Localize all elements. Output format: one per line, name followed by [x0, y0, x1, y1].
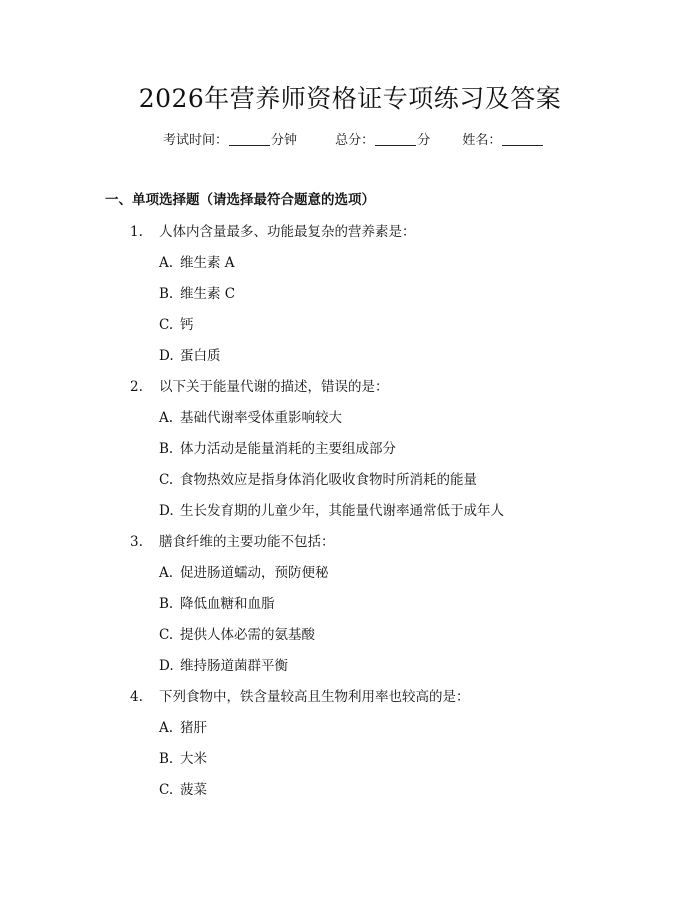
option-text: 食物热效应是指身体消化吸收食物时所消耗的能量: [180, 472, 477, 488]
exam-time-label: 考试时间：: [163, 133, 229, 148]
option-text: 维生素 A: [180, 255, 235, 271]
option-item: [0, 314, 700, 345]
option-text: 生长发育期的儿童少年，其能量代谢率通常低于成年人: [180, 503, 504, 519]
name-field: [462, 131, 543, 151]
option-text: 蛋白质: [180, 348, 221, 364]
section-heading: 一、单项选择题（请选择最符合题意的选项）: [105, 192, 375, 208]
name-label: 姓名：: [462, 133, 502, 148]
option-text: 大米: [180, 751, 207, 767]
option-text: 维持肠道菌群平衡: [180, 658, 288, 674]
option-item: [0, 469, 700, 500]
option-item: [0, 624, 700, 655]
total-score-unit: 分: [417, 133, 431, 148]
option-item: [0, 500, 700, 531]
name-blank: [502, 132, 543, 146]
option-item: [0, 252, 700, 283]
option-item: [0, 717, 700, 748]
option-item: [0, 779, 700, 810]
option-text: 提供人体必需的氨基酸: [180, 627, 315, 643]
total-score-field: [335, 131, 430, 151]
option-letter: B.: [159, 751, 174, 767]
question-text: 膳食纤维的主要功能不包括：: [159, 534, 335, 550]
question-list: [0, 221, 700, 810]
option-text: 降低血糖和血脂: [180, 596, 275, 612]
option-letter: C.: [159, 317, 174, 333]
option-item: [0, 748, 700, 779]
option-letter: D.: [159, 658, 174, 674]
exam-time-field: [163, 131, 297, 151]
option-letter: D.: [159, 503, 174, 519]
option-text: 菠菜: [180, 782, 207, 798]
option-text: 体力活动是能量消耗的主要组成部分: [180, 441, 396, 457]
option-letter: A.: [159, 720, 174, 736]
option-text: 促进肠道蠕动，预防便秘: [180, 565, 329, 581]
option-item: [0, 438, 700, 469]
option-letter: C.: [159, 627, 174, 643]
question-number: 1.: [130, 224, 143, 240]
question-2: [0, 376, 700, 407]
exam-info-line: [163, 131, 543, 151]
option-letter: B.: [159, 596, 174, 612]
option-text: 维生素 C: [180, 286, 236, 302]
option-letter: B.: [159, 441, 174, 457]
option-text: 钙: [180, 317, 194, 333]
option-letter: A.: [159, 255, 174, 271]
option-item: [0, 345, 700, 376]
exam-time-unit: 分钟: [271, 133, 298, 148]
question-number: 3.: [130, 534, 143, 550]
question-4: [0, 686, 700, 717]
option-item: [0, 407, 700, 438]
option-letter: A.: [159, 410, 174, 426]
question-number: 2.: [130, 379, 143, 395]
total-score-label: 总分：: [335, 133, 375, 148]
document-title: 2026年营养师资格证专项练习及答案: [138, 84, 562, 113]
option-item: [0, 655, 700, 686]
option-letter: C.: [159, 782, 174, 798]
option-text: 基础代谢率受体重影响较大: [180, 410, 342, 426]
question-3: [0, 531, 700, 562]
option-letter: A.: [159, 565, 174, 581]
exam-time-blank: [229, 132, 270, 146]
option-letter: C.: [159, 472, 174, 488]
option-item: [0, 562, 700, 593]
option-letter: B.: [159, 286, 174, 302]
total-score-blank: [375, 132, 416, 146]
option-letter: D.: [159, 348, 174, 364]
option-item: [0, 283, 700, 314]
question-text: 人体内含量最多、功能最复杂的营养素是：: [159, 224, 416, 240]
question-text: 以下关于能量代谢的描述，错误的是：: [159, 379, 389, 395]
option-text: 猪肝: [180, 720, 207, 736]
question-1: [0, 221, 700, 252]
option-item: [0, 593, 700, 624]
question-text: 下列食物中，铁含量较高且生物利用率也较高的是：: [159, 689, 470, 705]
question-number: 4.: [130, 689, 143, 705]
